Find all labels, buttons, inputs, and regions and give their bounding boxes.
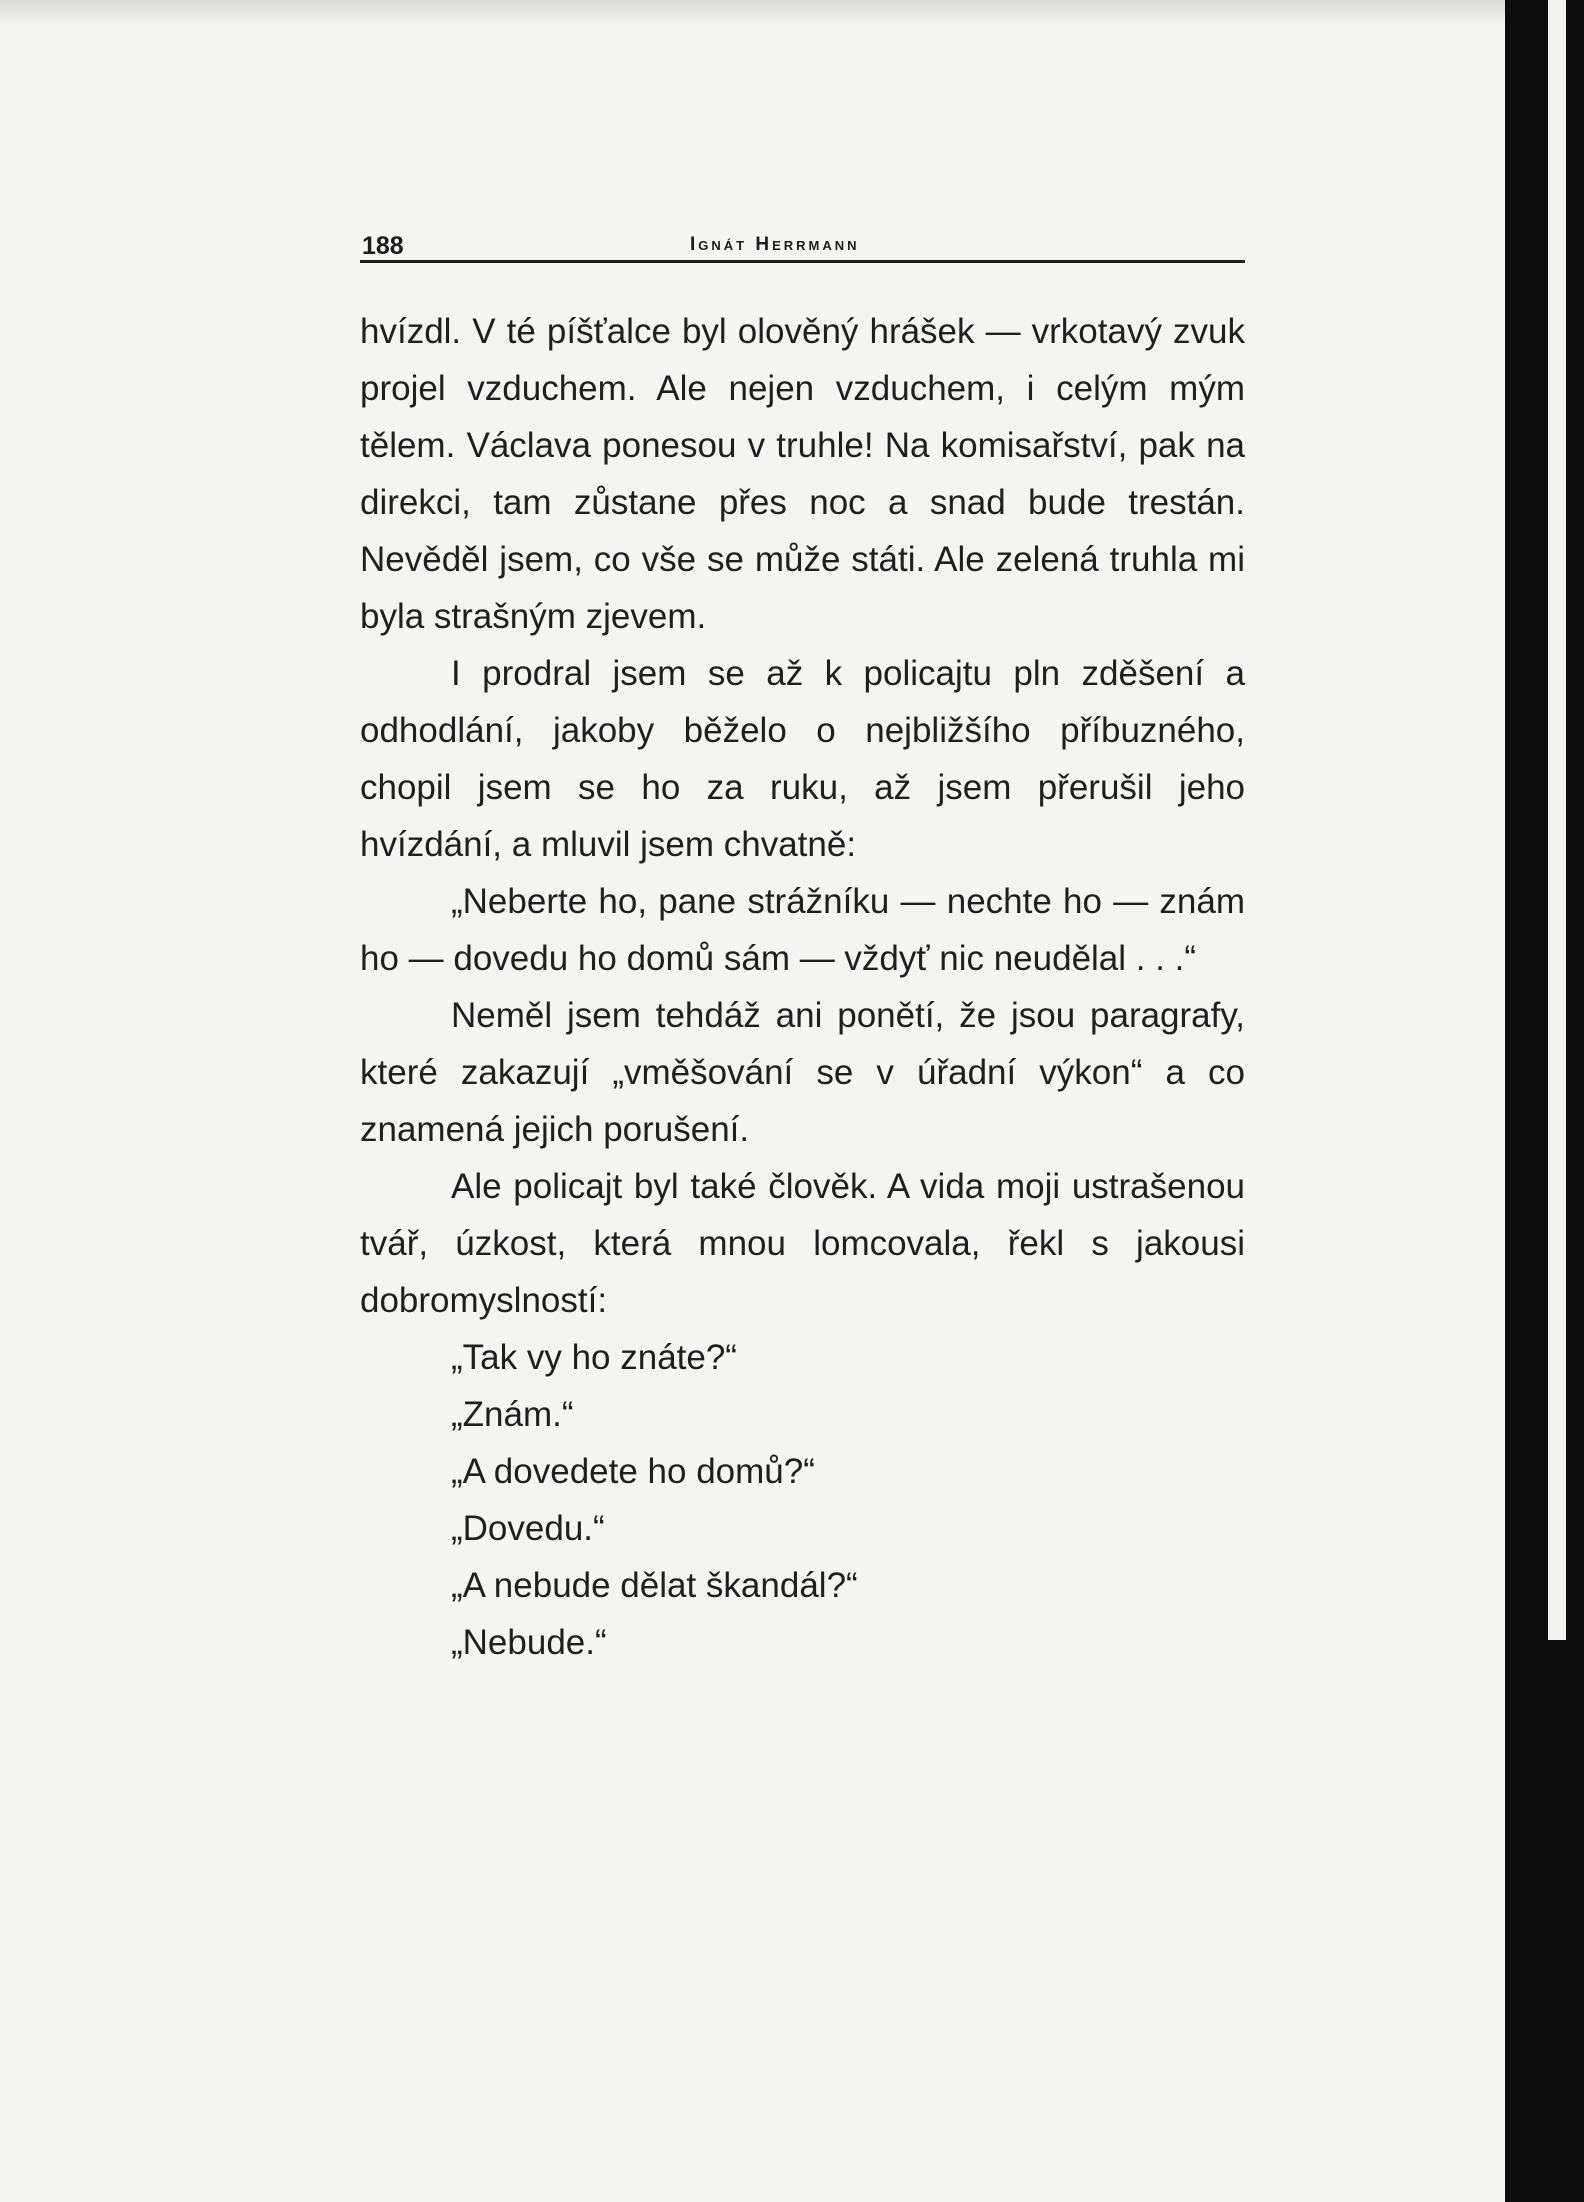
scan-paper-strip [1548, 0, 1566, 1640]
page-number: 188 [362, 232, 404, 260]
dialogue-line: „Dovedu.“ [451, 1509, 605, 1548]
dialogue-line: „Nebude.“ [451, 1623, 607, 1662]
dialogue-line: „A dovedete ho domů?“ [451, 1452, 815, 1491]
body-text [360, 303, 1245, 1671]
dialogue-line: „A nebude dělat škandál?“ [451, 1566, 858, 1605]
dialogue-line: „Znám.“ [451, 1395, 574, 1434]
paragraph: Ale policajt byl také člověk. A vida moji ustrašenou tvář, úzkost, která mnou lomcovala, řekl s jakousi dobromyslností: [360, 1167, 1245, 1320]
page-header [360, 230, 1245, 263]
paragraph: „Neberte ho, pane strážníku — nechte ho — znám ho — dovedu ho domů sám — vždyť nic neudělal . . .“ [360, 882, 1245, 978]
book-page [360, 230, 1245, 1671]
running-head: Ignát Herrmann [690, 234, 860, 255]
dialogue-line: „Tak vy ho znáte?“ [451, 1338, 737, 1377]
scan-top-shadow [0, 0, 1505, 26]
paragraph: hvízdl. V té píšťalce byl olověný hrášek — vrkotavý zvuk projel vzduchem. Ale nejen vzduchem, i celým mým tělem. Václava ponesou v truhle! Na komisařství, pak na direkci, tam zůstane přes noc a snad bude trestán. Nevěděl jsem, co vše se může státi. Ale zelená truhla mi byla strašným zjevem. [360, 312, 1245, 636]
paragraph: Neměl jsem tehdáž ani ponětí, že jsou paragrafy, které zakazují „vměšování se v úřadní výkon“ a co znamená jejich porušení. [360, 996, 1245, 1149]
paragraph: I prodral jsem se až k policajtu pln zděšení a odhodlání, jakoby běželo o nejbližšího příbuzného, chopil jsem se ho za ruku, až jsem přerušil jeho hvízdání, a mluvil jsem chvatně: [360, 654, 1245, 864]
scan-dark-edge [1505, 0, 1584, 2202]
